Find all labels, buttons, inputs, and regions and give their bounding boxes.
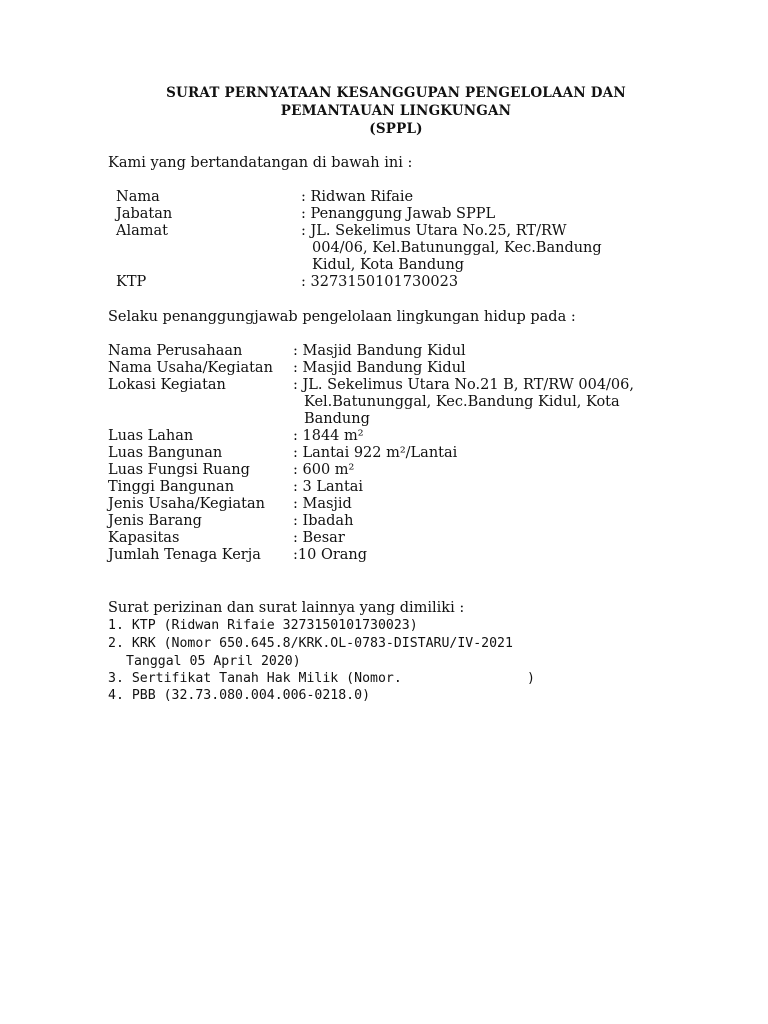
nama-label: Nama (116, 189, 160, 205)
company-label: Jenis Usaha/Kegiatan (108, 496, 265, 512)
company-value: : Masjid Bandung Kidul (293, 343, 466, 359)
alamat-value-line-1: : JL. Sekelimus Utara No.25, RT/RW (301, 223, 567, 239)
ktp-value: : 3273150101730023 (301, 274, 459, 290)
alamat-value-line-3: Kidul, Kota Bandung (312, 257, 465, 273)
company-label: Luas Fungsi Ruang (108, 462, 250, 478)
company-label: Nama Perusahaan (108, 343, 243, 359)
jabatan-value: : Penanggung Jawab SPPL (301, 206, 496, 222)
company-value: : 3 Lantai (293, 479, 364, 495)
nama-value: : Ridwan Rifaie (301, 189, 414, 205)
company-value: : 600 m² (293, 462, 355, 478)
permit-item: 1. KTP (Ridwan Rifaie 3273150101730023) (108, 618, 418, 633)
permit-item: 3. Sertifikat Tanah Hak Milik (Nomor. (108, 671, 402, 686)
company-value: : Ibadah (293, 513, 354, 529)
company-label: Jumlah Tenaga Kerja (108, 547, 261, 563)
document-title-line-2: PEMANTAUAN LINGKUNGAN (280, 103, 512, 119)
permit-item-closing: ) (527, 671, 535, 686)
ktp-label: KTP (116, 274, 147, 290)
jabatan-label: Jabatan (116, 206, 173, 222)
company-value: : Besar (293, 530, 345, 546)
permit-item: 4. PBB (32.73.080.004.006-0218.0) (108, 688, 371, 703)
company-value: : Masjid Bandung Kidul (293, 360, 466, 376)
company-label: Kapasitas (108, 530, 180, 546)
company-value: : JL. Sekelimus Utara No.21 B, RT/RW 004/06, (293, 377, 634, 393)
alamat-value-line-2: 004/06, Kel.Batununggal, Kec.Bandung (312, 240, 602, 256)
selaku-text: Selaku penanggungjawab pengelolaan lingkungan hidup pada : (108, 309, 576, 325)
company-label: Luas Bangunan (108, 445, 223, 461)
company-value: :10 Orang (293, 547, 368, 563)
company-label: Lokasi Kegiatan (108, 377, 226, 393)
permit-item: 2. KRK (Nomor 650.645.8/KRK.OL-0783-DISTARU/IV-2021 (108, 636, 513, 651)
company-value: : Lantai 922 m²/Lantai (293, 445, 458, 461)
alamat-label: Alamat (116, 223, 168, 239)
permit-item: Tanggal 05 April 2020) (126, 654, 301, 669)
intro-text: Kami yang bertandatangan di bawah ini : (108, 155, 413, 171)
company-label: Nama Usaha/Kegiatan (108, 360, 273, 376)
company-value: Bandung (304, 411, 370, 427)
company-label: Tinggi Bangunan (108, 479, 235, 495)
company-value: : Masjid (293, 496, 352, 512)
permits-heading: Surat perizinan dan surat lainnya yang dimiliki : (108, 600, 465, 616)
company-label: Jenis Barang (108, 513, 202, 529)
company-value: : 1844 m² (293, 428, 364, 444)
company-value: Kel.Batununggal, Kec.Bandung Kidul, Kota (304, 394, 620, 410)
company-label: Luas Lahan (108, 428, 194, 444)
document-title-line-3: (SPPL) (369, 121, 423, 137)
document-title-line-1: SURAT PERNYATAAN KESANGGUPAN PENGELOLAAN DAN (166, 85, 626, 101)
